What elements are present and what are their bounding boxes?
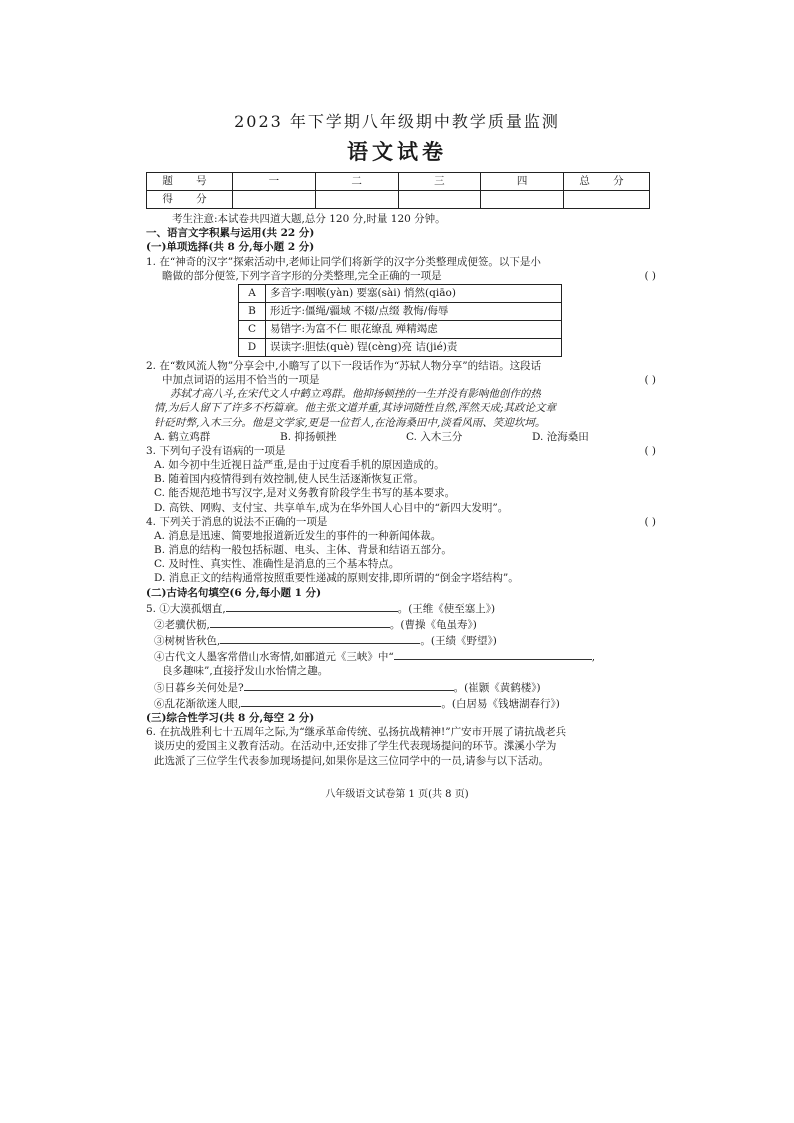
q5-item3 (146, 632, 658, 648)
q3-stem (146, 444, 658, 458)
q3-stem-text: 3. 下列句子没有语病的一项是 (146, 444, 286, 457)
q1-option-row (239, 302, 562, 320)
q5-item4-comma: , (591, 651, 596, 664)
q4-option-c: C. 及时性、真实性、准确性是消息的三个基本特点。 (154, 558, 400, 571)
q3-option-b: B. 随着国内疫情得到有效控制,使人民生活逐渐恢复正常。 (154, 473, 424, 486)
q3-option-a: A. 如今初中生近视日益严重,是由于过度看手机的原因造成的。 (154, 459, 445, 472)
score-cell-part2: 二 (315, 173, 398, 191)
q5-item4-line1 (146, 648, 658, 664)
q5-item2-blank[interactable] (210, 616, 390, 628)
q6-line1: 6. 在抗战胜利七十五周年之际,为“继承革命传统、弘扬抗战精神!”广安市开展了请抗战老兵 (146, 726, 567, 739)
q1-option-key: A (239, 284, 266, 302)
q1-option-key: C (239, 320, 266, 338)
q5-item3-source: 。(王绩《野望》) (420, 635, 497, 648)
q2-answer-paren: ( ) (644, 374, 656, 387)
section1-heading: (一)单项选择(共 8 分,每小题 2 分) (146, 241, 315, 254)
q4-option-a: A. 消息是迅速、简要地报道新近发生的事件的一种新闻体裁。 (154, 529, 442, 542)
q1-option-key: D (239, 338, 266, 356)
score-blank-1 (233, 191, 316, 209)
q5-item3-blank[interactable] (220, 632, 420, 644)
q1-options-table (238, 284, 562, 357)
q2-passage-line1: 苏轼才高八斗,在宋代文人中鹤立鸡群。他抑扬顿挫的一生并没有影响他创作的热 (170, 388, 541, 401)
score-table-score-row (147, 191, 650, 209)
q2-option-d: D. 沧海桑田 (532, 430, 589, 443)
q5-item3-text: ③树树皆秋色, (154, 635, 221, 648)
q5-item5-blank[interactable] (244, 679, 454, 691)
q1-option-text: 误读字:胆怯(què) 锃(cèng)亮 诘(jié)责 (266, 338, 562, 356)
q1-option-key: B (239, 302, 266, 320)
q3-option-d: D. 高铁、网购、支付宝、共享单车,成为在华外国人心目中的“新四大发明”。 (154, 501, 509, 514)
q5-item6 (146, 695, 658, 711)
score-table (146, 172, 650, 209)
page-footer: 八年级语文试卷第 1 页(共 8 页) (325, 789, 469, 800)
score-cell-part3: 三 (398, 173, 481, 191)
q2-stem-line2 (146, 373, 658, 387)
exam-subject: 语文试卷 (347, 139, 447, 164)
q2-stem-line1: 2. 在“数风流人物”分享会中,小瞻写了以下一段话作为“苏轼人物分享”的结语。这段话 (146, 359, 542, 372)
q1-option-row (239, 320, 562, 338)
q2-option-a: A. 鹤立鸡群 (154, 430, 211, 443)
q4-option-d: D. 消息正文的结构通常按照重要性递减的原则安排,即所谓的“倒金字塔结构”。 (154, 572, 519, 585)
q5-item5 (146, 679, 658, 695)
q5-item6-text: ⑥乱花渐欲迷人眼, (154, 697, 242, 710)
score-cell-part1: 一 (233, 173, 316, 191)
score-blank-3 (398, 191, 481, 209)
q1-option-row (239, 338, 562, 356)
score-blank-2 (315, 191, 398, 209)
q1-stem-text: 瞻做的部分便签,下列字音字形的分类整理,完全正确的一项是 (162, 269, 442, 282)
section3-heading: (三)综合性学习(共 8 分,每空 2 分) (146, 711, 315, 724)
q6-line2: 谈历史的爱国主义教育活动。在活动中,还安排了学生代表现场提问的环节。渫溪小学为 (154, 740, 557, 753)
q2-passage-line2: 情,为后人留下了许多不朽篇章。他主张文道并重,其诗词随性自然,浑然天成;其政论文章 (154, 402, 557, 415)
q3-option-c: C. 能否规范地书写汉字,是对义务教育阶段学生书写的基本要求。 (154, 487, 456, 500)
q5-item4-text: ④古代文人墨客常借山水寄情,如郦道元《三峡》中“ (154, 651, 394, 664)
q5-item4-blank[interactable] (394, 648, 592, 660)
q1-option-text: 多音字:咽喉(yàn) 要塞(sài) 悄然(qiāo) (266, 284, 562, 302)
score-cell-total: 总 分 (564, 173, 650, 191)
q6-line3: 此选派了三位学生代表参加现场提问,如果你是这三位同学中的一员,请参与以下活动。 (154, 754, 550, 767)
q5-item5-source: 。(崔颢《黄鹤楼》) (453, 681, 541, 694)
exam-content (146, 212, 658, 768)
score-cell-label: 题 号 (147, 173, 233, 191)
q5-item2 (146, 616, 658, 632)
q4-stem-text: 4. 下列关于消息的说法不正确的一项是 (146, 515, 328, 528)
q1-option-text: 易错字:为富不仁 眼花缭乱 殚精竭虑 (266, 320, 562, 338)
score-blank-4 (481, 191, 564, 209)
q4-answer-paren: ( ) (644, 515, 656, 528)
q5-item4-line2: 良多趣味”,直接抒发山水怡情之趣。 (162, 665, 329, 678)
exam-notice: 考生注意:本试卷共四道大题,总分 120 分,时量 120 分钟。 (172, 213, 446, 225)
q4-stem (146, 515, 658, 529)
score-row-label: 得 分 (147, 191, 233, 209)
q2-options (146, 430, 658, 444)
q2-option-c: C. 入木三分 (406, 430, 463, 443)
part1-heading: 一、语言文字积累与运用(共 22 分) (146, 227, 315, 240)
q1-option-text: 形近字:僵绳/疆域 不辍/点缀 教悔/侮辱 (266, 302, 562, 320)
q2-passage-line3: 针砭时弊,入木三分。他是文学家,更是一位哲人,在沧海桑田中,淡看风雨、笑迎坎坷。 (154, 416, 546, 429)
q5-item1-source: 。(王维《使至塞上》) (397, 602, 496, 615)
q5-item2-source: 。(曹操《龟虽寿》) (389, 618, 477, 631)
score-blank-total (564, 191, 650, 209)
q5-item1 (146, 600, 658, 616)
q5-item6-blank[interactable] (241, 695, 441, 707)
score-cell-part4: 四 (481, 173, 564, 191)
q1-answer-paren: ( ) (644, 269, 656, 282)
q1-stem-line2 (146, 269, 658, 283)
q5-item6-source: 。(白居易《钱塘湖春行》) (441, 697, 560, 710)
q5-item5-text: ⑤日暮乡关何处是? (154, 681, 244, 694)
section2-heading: (二)古诗名句填空(6 分,每小题 1 分) (146, 586, 322, 599)
q5-item1-text: 5. ①大漠孤烟直, (146, 602, 226, 615)
q3-answer-paren: ( ) (644, 444, 656, 457)
q4-option-b: B. 消息的结构一般包括标题、电头、主体、背景和结语五部分。 (154, 544, 452, 557)
q5-item2-text: ②老骥伏枥, (154, 618, 210, 631)
score-table-header-row (147, 173, 650, 191)
q1-stem-line1: 1. 在“神奇的汉字”探索活动中,老师让同学们将新学的汉字分类整理成便签。以下是小 (146, 255, 541, 268)
exam-title: 2023 年下学期八年级期中教学质量监测 (234, 112, 560, 131)
q2-option-b: B. 抑扬顿挫 (280, 430, 337, 443)
q5-item1-blank[interactable] (226, 600, 398, 612)
q2-stem-text: 中加点词语的运用不恰当的一项是 (162, 374, 320, 387)
q1-option-row (239, 284, 562, 302)
